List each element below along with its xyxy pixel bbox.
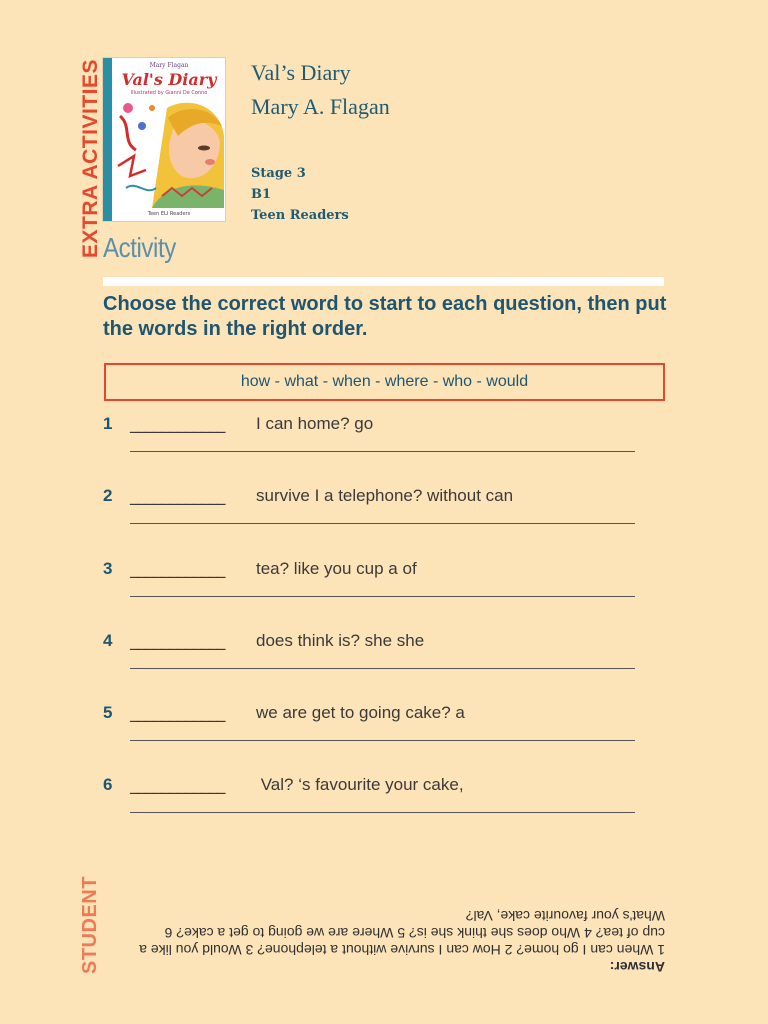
answer-label: Answer: xyxy=(609,959,665,975)
student-text: STUDENT xyxy=(79,876,101,974)
question-number: 1 xyxy=(103,414,113,433)
answer-line[interactable] xyxy=(130,523,635,524)
question-number: 4 xyxy=(103,631,113,650)
student-label xyxy=(34,870,104,980)
book-stage: Stage 3 xyxy=(251,166,306,181)
book-title: Val’s Diary xyxy=(251,60,351,85)
extra-activities-label xyxy=(34,60,104,260)
book-meta xyxy=(251,163,349,226)
question-prompt: does think is? she she xyxy=(256,631,425,650)
question-number: 6 xyxy=(103,775,113,794)
question-2 xyxy=(103,486,643,546)
question-prompt: survive I a telephone? without can xyxy=(256,486,514,505)
book-info xyxy=(251,56,390,124)
cover-title: Val's Diary xyxy=(121,70,217,89)
question-3 xyxy=(103,559,643,619)
question-5 xyxy=(103,703,643,763)
question-prompt: I can home? go xyxy=(256,414,374,433)
answer-line[interactable] xyxy=(130,596,635,597)
cover-series: Teen ELI Readers xyxy=(147,211,191,217)
question-number: 5 xyxy=(103,703,113,722)
answer-blank[interactable]: ____________ xyxy=(130,703,225,723)
book-author: Mary A. Flagan xyxy=(251,94,390,119)
cover-illustrator: Illustrated by Gianni De Conno xyxy=(130,90,208,96)
answer-blank[interactable]: ____________ xyxy=(130,559,225,579)
question-prompt: we are get to going cake? a xyxy=(256,703,465,722)
answer-blank[interactable]: ____________ xyxy=(130,631,225,651)
word-bank: how - what - when - where - who - would xyxy=(104,363,665,401)
answer-line[interactable] xyxy=(130,740,635,741)
question-number: 3 xyxy=(103,559,113,578)
question-6 xyxy=(103,775,643,835)
upside-down-answers xyxy=(120,905,665,975)
book-series: Teen Readers xyxy=(251,208,349,223)
answer-blank[interactable]: ____________ xyxy=(130,775,225,795)
answer-blank[interactable]: ____________ xyxy=(130,414,225,434)
activity-instruction: Choose the correct word to start to each question, then put the words in the right order. xyxy=(103,293,667,340)
book-cover xyxy=(103,58,225,221)
cover-author: Mary Flagan xyxy=(149,62,189,69)
activity-heading: Activity xyxy=(103,232,176,263)
question-1 xyxy=(103,414,643,474)
question-number: 2 xyxy=(103,486,113,505)
answer-text: 1 When can I go home? 2 How can I survive without a telephone? 3 Would you like a cup of tea? 4 Who does she think she is? 5 Where are we going to get a cake? 6 What's your favourite cake, Val? xyxy=(139,908,665,958)
answer-line[interactable] xyxy=(130,668,635,669)
cover-spine xyxy=(103,58,112,221)
book-level: B1 xyxy=(251,187,272,202)
answer-blank[interactable]: ____________ xyxy=(130,486,225,506)
answer-line[interactable] xyxy=(130,812,635,813)
answer-line[interactable] xyxy=(130,451,635,452)
question-prompt: tea? like you cup a of xyxy=(256,559,417,578)
extra-activities-text: EXTRA ACTIVITIES xyxy=(79,59,102,258)
cover-illustration xyxy=(112,96,225,208)
question-prompt: Val? ‘s favourite your cake, xyxy=(256,775,464,794)
divider-bar xyxy=(103,277,664,286)
question-4 xyxy=(103,631,643,691)
